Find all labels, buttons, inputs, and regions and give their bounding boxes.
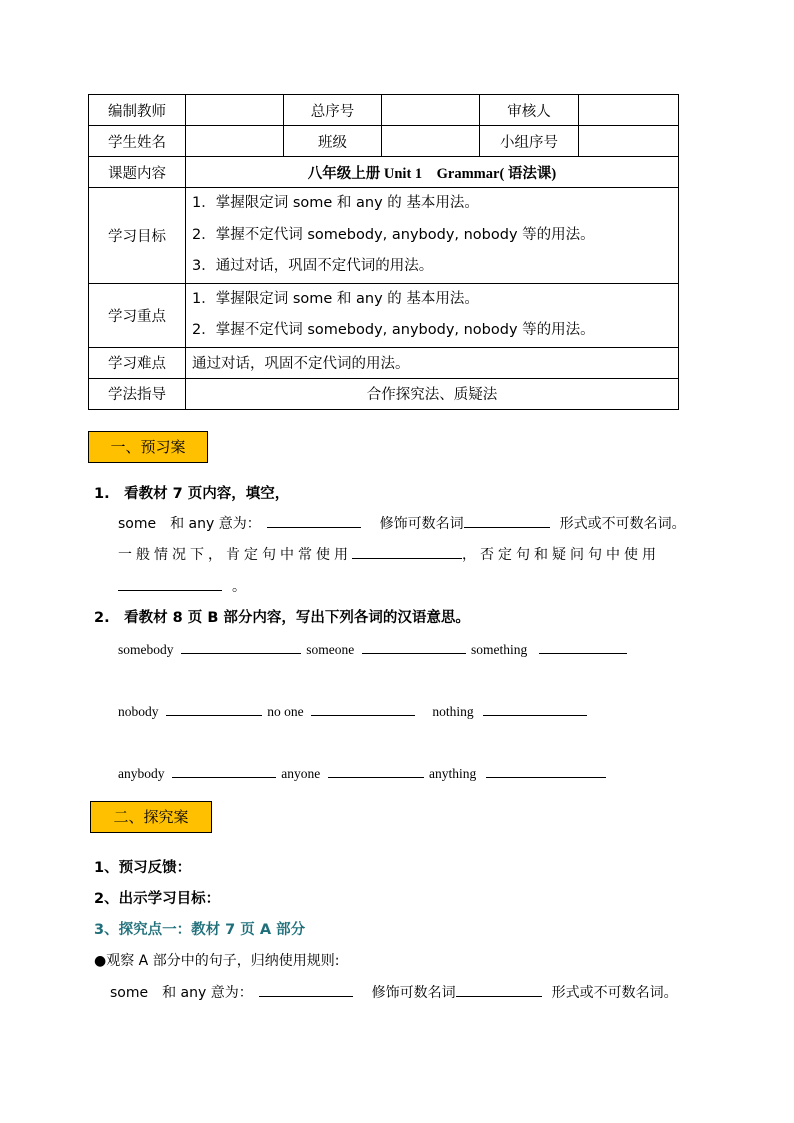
value-method: 合作探究法、质疑法 (186, 378, 679, 409)
table-row (89, 157, 679, 188)
goal-item: 3．通过对话，巩固不定代词的用法。 (192, 258, 434, 274)
goal-item: 2．掌握不定代词 somebody, anybody, nobody 等的用法。 (192, 226, 595, 243)
word-someone: someone (306, 642, 355, 657)
blank-nobody[interactable] (166, 701, 262, 716)
label-reviewer: 审核人 (480, 95, 579, 126)
value-reviewer[interactable] (579, 95, 679, 126)
blank-somebody[interactable] (181, 639, 301, 654)
label-goals: 学习目标 (89, 188, 186, 284)
explore-fill-line (110, 982, 678, 1002)
key-item: 1．掌握限定词 some 和 any 的 基本用法。 (192, 290, 479, 307)
question-1-line-1 (118, 513, 686, 533)
table-row (89, 126, 679, 157)
explore-text-c: 形式或不可数名词。 (551, 985, 678, 1001)
blank-anything[interactable] (486, 763, 606, 778)
value-group[interactable] (579, 126, 679, 157)
blank-nothing[interactable] (483, 701, 587, 716)
blank-anybody[interactable] (172, 763, 276, 778)
question-2-title: 2. 看教材 8 页 B 部分内容，写出下列各词的汉语意思。 (94, 610, 470, 626)
value-student[interactable] (186, 126, 284, 157)
q1-text-b: 修饰可数名词 (379, 516, 464, 532)
observe-instruction: ●观察 A 部分中的句子，归纳使用规则: (94, 953, 340, 969)
explore-item-1: 1、预习反馈： (94, 860, 192, 876)
explore-item-3: 3、探究点一：教材 7 页 A 部分 (94, 922, 306, 938)
key-item: 2．掌握不定代词 somebody, anybody, nobody 等的用法。 (192, 322, 595, 338)
question-1-title: 1. 看教材 7 页内容，填空， (94, 486, 290, 502)
label-class: 班级 (284, 126, 382, 157)
word-anybody: anybody (118, 766, 165, 781)
q1-text-f: 。 (232, 579, 246, 595)
label-key: 学习重点 (89, 283, 186, 347)
word-row (118, 763, 606, 782)
question-1-line-2 (118, 544, 660, 564)
value-serial[interactable] (382, 95, 480, 126)
blank-meaning[interactable] (267, 513, 361, 528)
value-key (186, 283, 679, 347)
word-anything: anything (428, 766, 477, 781)
word-something: something (471, 642, 528, 657)
explore-item-2: 2、出示学习目标： (94, 891, 221, 907)
label-difficulty: 学习难点 (89, 347, 186, 378)
word-nobody: nobody (118, 704, 159, 719)
label-group: 小组序号 (480, 126, 579, 157)
label-method: 学法指导 (89, 378, 186, 409)
lesson-info-table (88, 94, 679, 410)
label-student: 学生姓名 (89, 126, 186, 157)
word-anyone: anyone (281, 766, 321, 781)
value-teacher[interactable] (186, 95, 284, 126)
blank-affirmative[interactable] (352, 544, 462, 559)
blank-form[interactable] (464, 513, 550, 528)
blank-explore-meaning[interactable] (259, 982, 353, 997)
table-row (89, 283, 679, 347)
table-row (89, 188, 679, 284)
explore-text-b: 修饰可数名词 (371, 985, 456, 1001)
table-row (89, 95, 679, 126)
explore-text-a: some 和 any 意为： (110, 985, 253, 1001)
label-serial: 总序号 (284, 95, 382, 126)
blank-no-one[interactable] (311, 701, 415, 716)
value-class[interactable] (382, 126, 480, 157)
blank-negative[interactable] (118, 576, 222, 591)
q1-text-c: 形式或不可数名词。 (559, 516, 686, 532)
word-no-one: no one (267, 704, 304, 719)
section-explore-heading: 二、探究案 (90, 801, 212, 833)
section-preview-heading: 一、预习案 (88, 431, 208, 463)
q1-text-a: some 和 any 意为： (118, 516, 261, 532)
table-row (89, 347, 679, 378)
blank-explore-form[interactable] (456, 982, 542, 997)
word-somebody: somebody (118, 642, 174, 657)
q1-text-d: 一般情况下，肯定句中常使用 (118, 547, 352, 563)
question-1-line-3 (118, 576, 246, 596)
table-row (89, 378, 679, 409)
value-topic: 八年级上册 Unit 1 Grammar( 语法课) (186, 157, 679, 188)
blank-something[interactable] (539, 639, 627, 654)
value-goals (186, 188, 679, 284)
word-nothing: nothing (432, 704, 474, 719)
value-difficulty: 通过对话，巩固不定代词的用法。 (186, 347, 679, 378)
label-topic: 课题内容 (89, 157, 186, 188)
goal-item: 1．掌握限定词 some 和 any 的 基本用法。 (192, 195, 479, 211)
word-row (118, 701, 587, 720)
word-row (118, 639, 627, 658)
q1-text-e: ，否定句和疑问句中使用 (462, 547, 660, 563)
blank-someone[interactable] (362, 639, 466, 654)
label-teacher: 编制教师 (89, 95, 186, 126)
blank-anyone[interactable] (328, 763, 424, 778)
